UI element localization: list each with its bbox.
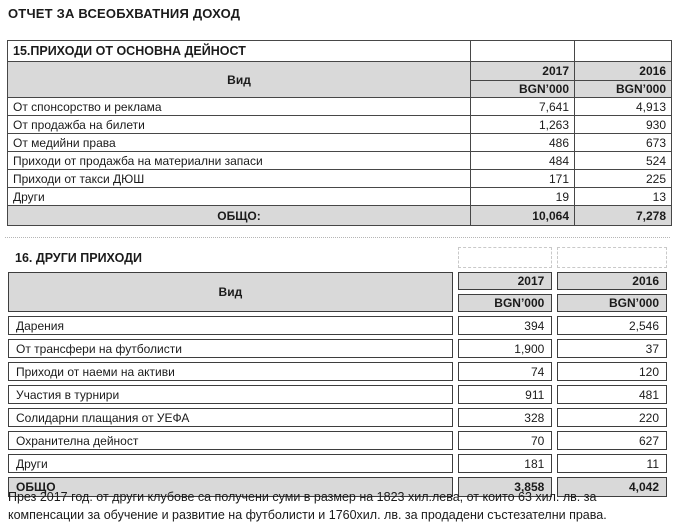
value-2017: 394 (458, 316, 553, 335)
table-row (8, 152, 672, 170)
total-2017: 10,064 (471, 206, 575, 226)
unit-header-2017: BGN’000 (471, 81, 575, 98)
value-2017: 484 (471, 152, 575, 170)
total-2016: 4,042 (557, 477, 667, 497)
year-2017-header: 2017 (458, 272, 553, 290)
row-label: Приходи от такси ДЮШ (8, 170, 471, 188)
type-column-header: Вид (8, 272, 453, 312)
row-label: Дарения (8, 316, 453, 335)
total-2016: 7,278 (575, 206, 672, 226)
row-label: Приходи от наеми на активи (8, 362, 453, 381)
table-row (8, 339, 667, 358)
unit-header-2017: BGN’000 (458, 294, 553, 312)
table-row (8, 431, 667, 450)
value-2017: 1,900 (458, 339, 553, 358)
table-row (8, 385, 667, 404)
table-other-income (3, 243, 672, 501)
value-2017: 181 (458, 454, 553, 473)
total-2017: 3,858 (458, 477, 553, 497)
year-2016-header: 2016 (575, 62, 672, 81)
row-label: Приходи от продажба на материални запаси (8, 152, 471, 170)
row-label: От продажба на билети (8, 116, 471, 134)
value-2016: 120 (557, 362, 667, 381)
value-2017: 1,263 (471, 116, 575, 134)
value-2016: 37 (557, 339, 667, 358)
row-label: Други (8, 454, 453, 473)
unit-header-2016: BGN’000 (557, 294, 667, 312)
page-title: ОТЧЕТ ЗА ВСЕОБХВАТНИЯ ДОХОД (8, 6, 241, 21)
table-row (8, 170, 672, 188)
table-row (8, 454, 667, 473)
type-column-header: Вид (8, 62, 471, 98)
row-label: Други (8, 188, 471, 206)
value-2016: 220 (557, 408, 667, 427)
value-2016: 11 (557, 454, 667, 473)
footnote-text: През 2017 год. от други клубове са получени суми в размер на 1823 хил.лева, от които 63 хил. лв. за компенсации за обучение и развитие на футболисти и 1760хил. лв. за продадени състезателни права. (8, 490, 607, 522)
total-row (8, 206, 672, 226)
value-2016: 524 (575, 152, 672, 170)
row-label: От спонсорство и реклама (8, 98, 471, 116)
empty-cell (575, 41, 672, 62)
table-row (8, 188, 672, 206)
total-label: ОБЩО (8, 477, 453, 497)
value-2016: 481 (557, 385, 667, 404)
value-2017: 70 (458, 431, 553, 450)
value-2016: 225 (575, 170, 672, 188)
value-2016: 930 (575, 116, 672, 134)
empty-cell (557, 247, 667, 268)
row-label: Солидарни плащания от УЕФА (8, 408, 453, 427)
table-row (8, 134, 672, 152)
year-2016-header: 2016 (557, 272, 667, 290)
table-title: 16. ДРУГИ ПРИХОДИ (15, 250, 143, 265)
table-row (8, 408, 667, 427)
value-2016: 13 (575, 188, 672, 206)
value-2017: 328 (458, 408, 553, 427)
value-2017: 911 (458, 385, 553, 404)
value-2016: 673 (575, 134, 672, 152)
value-2017: 486 (471, 134, 575, 152)
value-2017: 171 (471, 170, 575, 188)
row-label: От медийни права (8, 134, 471, 152)
row-label: От трансфери на футболисти (8, 339, 453, 358)
empty-cell (458, 247, 553, 268)
empty-cell (471, 41, 575, 62)
table-row (8, 98, 672, 116)
table-core-revenue (7, 40, 672, 226)
table-title: 15.ПРИХОДИ ОТ ОСНОВНА ДЕЙНОСТ (8, 41, 471, 62)
table-row (8, 362, 667, 381)
value-2017: 19 (471, 188, 575, 206)
row-label: Участия в турнири (8, 385, 453, 404)
value-2016: 2,546 (557, 316, 667, 335)
value-2017: 7,641 (471, 98, 575, 116)
total-label: ОБЩО: (8, 206, 471, 226)
table-row (8, 116, 672, 134)
value-2016: 627 (557, 431, 667, 450)
value-2017: 74 (458, 362, 553, 381)
row-label: Охранителна дейност (8, 431, 453, 450)
table-row (8, 316, 667, 335)
year-2017-header: 2017 (471, 62, 575, 81)
section-divider (5, 237, 670, 238)
unit-header-2016: BGN’000 (575, 81, 672, 98)
value-2016: 4,913 (575, 98, 672, 116)
